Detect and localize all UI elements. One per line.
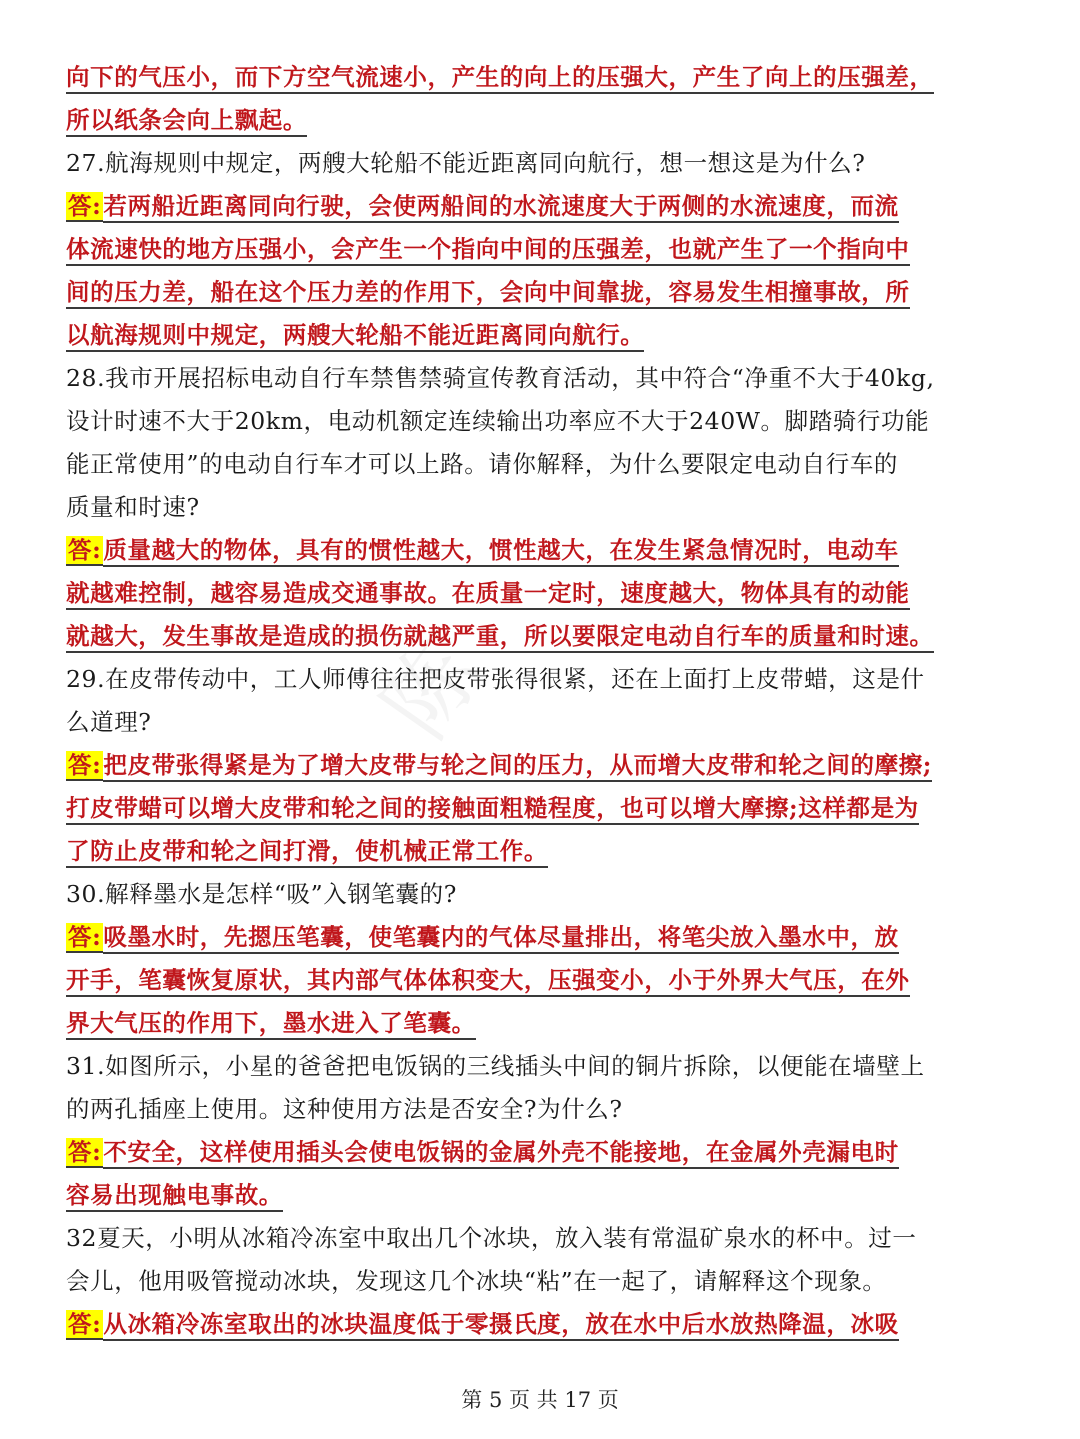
answer-text: 界大气压的作用下，墨水进入了笔囊。 (66, 1009, 476, 1040)
answer-line (66, 830, 1016, 873)
question-line (66, 873, 1016, 916)
question-line (66, 443, 1016, 486)
question-line (66, 1088, 1016, 1131)
answer-line (66, 615, 1016, 658)
answer-text: 间的压力差，船在这个压力差的作用下，会向中间靠拢，容易发生相撞事故，所 (66, 278, 910, 309)
answer-text: 把皮带张得紧是为了增大皮带与轮之间的压力，从而增大皮带和轮之间的摩擦; (103, 751, 932, 782)
question-text: 28.我市开展招标电动自行车禁售禁骑宣传教育活动，其中符合“净重不大于40kg, (66, 364, 935, 392)
answer-text: 向下的气压小，而下方空气流速小，产生的向上的压强大，产生了向上的压强差， (66, 63, 934, 94)
page-footer: 第 5 页 共 17 页 (461, 1388, 619, 1412)
question-line (66, 1045, 1016, 1088)
answer-line (66, 1303, 1016, 1346)
answer-line (66, 959, 1016, 1002)
question-line (66, 1217, 1016, 1260)
question-text: 的两孔插座上使用。这种使用方法是否安全?为什么? (66, 1095, 623, 1123)
answer-line (66, 228, 1016, 271)
answer-label: 答: (68, 923, 102, 951)
answer-text: 就越难控制，越容易造成交通事故。在质量一定时，速度越大，物体具有的动能 (66, 579, 910, 610)
question-line (66, 1260, 1016, 1303)
answer-line (66, 1131, 1016, 1174)
question-text: 能正常使用”的电动自行车才可以上路。请你解释，为什么要限定电动自行车的 (66, 450, 899, 478)
answer-line (66, 744, 1016, 787)
answer-line (66, 56, 1016, 99)
answer-text: 开手，笔囊恢复原状，其内部气体体积变大，压强变小，小于外界大气压，在外 (66, 966, 910, 997)
answer-text: 从冰箱冷冻室取出的冰块温度低于零摄氏度，放在水中后水放热降温，冰吸 (103, 1310, 898, 1341)
answer-line (66, 1174, 1016, 1217)
answer-label: 答: (68, 751, 102, 779)
answer-text: 体流速快的地方压强小，会产生一个指向中间的压强差，也就产生了一个指向中 (66, 235, 910, 266)
answer-text: 了防止皮带和轮之间打滑，使机械正常工作。 (66, 837, 548, 868)
answer-text: 就越大，发生事故是造成的损伤就越严重，所以要限定电动自行车的质量和时速。 (66, 622, 934, 653)
answer-label: 答: (68, 536, 102, 564)
question-text: 30.解释墨水是怎样“吸”入钢笔囊的? (66, 880, 457, 908)
question-text: 31.如图所示，小星的爸爸把电饭锅的三线插头中间的铜片拆除，以便能在墙壁上 (66, 1052, 925, 1080)
watermark: 陈 (363, 622, 501, 757)
answer-label: 答: (68, 1138, 102, 1166)
question-text: 么道理? (66, 708, 152, 736)
question-line (66, 400, 1016, 443)
answer-line (66, 185, 1016, 228)
answer-line (66, 271, 1016, 314)
answer-line (66, 1002, 1016, 1045)
answer-line (66, 787, 1016, 830)
answer-line (66, 314, 1016, 357)
answer-text: 吸墨水时，先摁压笔囊，使笔囊内的气体尽量排出，将笔尖放入墨水中，放 (103, 923, 898, 954)
answer-label: 答: (68, 1310, 102, 1338)
answer-text: 容易出现触电事故。 (66, 1181, 283, 1212)
answer-text: 打皮带蜡可以增大皮带和轮之间的接触面粗糙程度，也可以增大摩擦;这样都是为 (66, 794, 919, 825)
answer-line (66, 529, 1016, 572)
question-text: 32夏天，小明从冰箱冷冻室中取出几个冰块，放入装有常温矿泉水的杯中。过一 (66, 1224, 917, 1252)
question-line (66, 701, 1016, 744)
question-line (66, 486, 1016, 529)
answer-line (66, 916, 1016, 959)
question-text: 29.在皮带传动中，工人师傅往往把皮带张得很紧，还在上面打上皮带蜡，这是什 (66, 665, 925, 693)
question-line (66, 658, 1016, 701)
question-text: 会儿，他用吸管搅动冰块，发现这几个冰块“粘”在一起了，请解释这个现象。 (66, 1267, 887, 1295)
answer-line (66, 99, 1016, 142)
question-line (66, 142, 1016, 185)
question-text: 质量和时速? (66, 493, 200, 521)
question-line (66, 357, 1016, 400)
question-text: 设计时速不大于20km，电动机额定连续输出功率应不大于240W。脚踏骑行功能 (66, 407, 930, 435)
answer-text: 以航海规则中规定，两艘大轮船不能近距离同向航行。 (66, 321, 644, 352)
answer-text: 不安全，这样使用插头会使电饭锅的金属外壳不能接地，在金属外壳漏电时 (103, 1138, 898, 1169)
question-text: 27.航海规则中规定，两艘大轮船不能近距离同向航行，想一想这是为什么? (66, 149, 866, 177)
answer-label: 答: (68, 192, 102, 220)
answer-text: 若两船近距离同向行驶，会使两船间的水流速度大于两侧的水流速度，而流 (103, 192, 898, 223)
document-page (66, 56, 1016, 1346)
answer-text: 所以纸条会向上飘起。 (66, 106, 307, 137)
answer-text: 质量越大的物体，具有的惯性越大，惯性越大，在发生紧急情况时，电动车 (103, 536, 898, 567)
answer-line (66, 572, 1016, 615)
